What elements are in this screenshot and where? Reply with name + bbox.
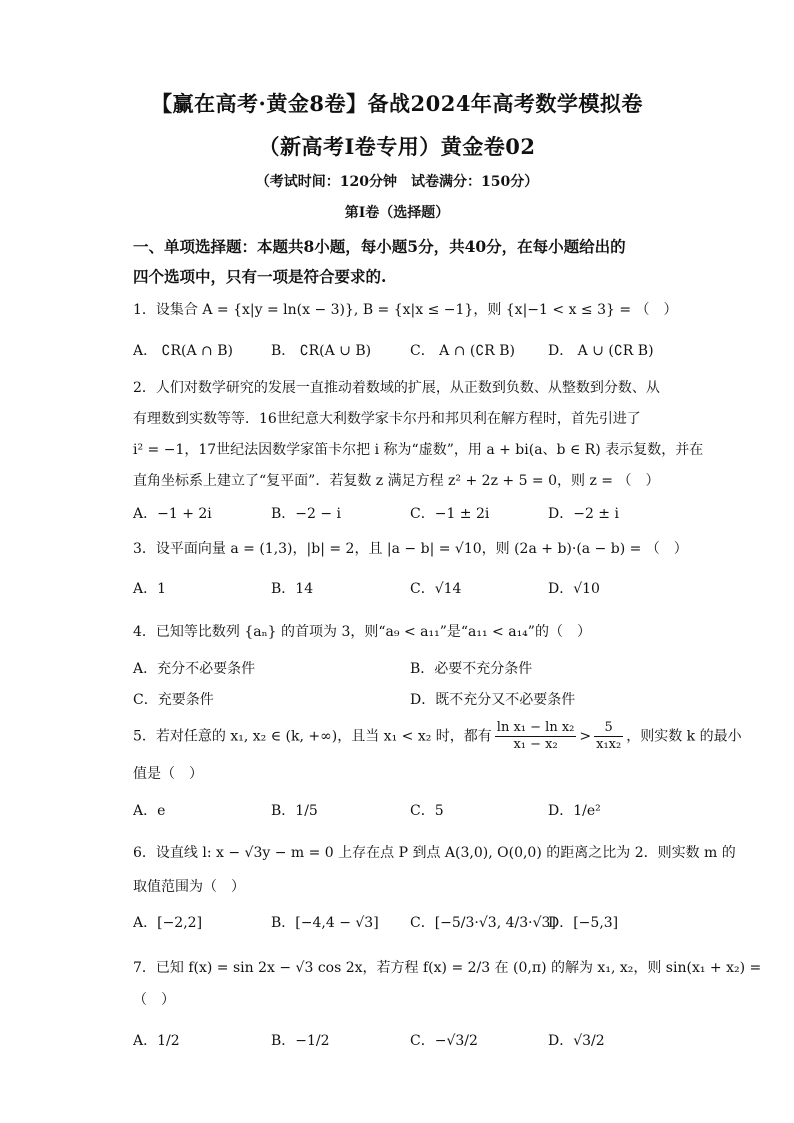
question-4-stem: 4．已知等比数列 {aₙ} 的首项为 3，则“a₉ < a₁₁”是“a₁₁ < a₁₄”的（ ） xyxy=(133,624,591,640)
q2-option-b[interactable]: B．−2 − i xyxy=(271,506,342,522)
q5-stem-pre: 5．若对任意的 x₁, x₂ ∈ (k, +∞)，且当 x₁ < x₂ 时，都有 xyxy=(133,728,492,745)
question-7-options xyxy=(133,1026,668,1056)
section-line-2: 四个选项中，只有一项是符合要求的. xyxy=(133,267,387,286)
q5-fraction-2 xyxy=(594,720,623,753)
q2-option-a[interactable]: A．−1 + 2i xyxy=(133,506,212,522)
question-4-options-row-2 xyxy=(133,685,668,715)
q3-option-c[interactable]: C．√14 xyxy=(410,581,462,597)
q6-option-d[interactable]: D．[−5,3] xyxy=(548,915,619,931)
q1-option-a[interactable]: A． ∁R(A ∩ B) xyxy=(133,343,233,359)
q3-option-d[interactable]: D．√10 xyxy=(548,581,600,597)
question-6-options xyxy=(133,908,668,938)
question-2-line-4: 直角坐标系上建立了“复平面”．若复数 z 满足方程 z² + 2z + 5 = 0，则 z = （ ） xyxy=(133,473,660,489)
q7-option-a[interactable]: A．1/2 xyxy=(133,1033,180,1049)
question-7-line-1: 7．已知 f(x) = sin 2x − √3 cos 2x，若方程 f(x) = 2/3 在 (0,π) 的解为 x₁, x₂，则 sin(x₁ + x₂) = xyxy=(133,960,762,976)
q1-option-c[interactable]: C． A ∩ (∁R B) xyxy=(410,343,516,359)
volume-heading: 第Ⅰ卷（选择题） xyxy=(344,205,450,221)
question-1-stem: 1．设集合 A = {x|y = ln(x − 3)}, B = {x|x ≤ −1}，则 {x|−1 < x ≤ 3} = （ ） xyxy=(133,302,678,318)
q5-fraction-2-numerator: 5 xyxy=(594,720,623,737)
question-3-stem: 3．设平面向量 a = (1,3)，|b| = 2，且 |a − b| = √10，则 (2a + b)·(a − b) = （ ） xyxy=(133,541,688,557)
q3-option-b[interactable]: B．14 xyxy=(271,581,314,597)
q1-option-d[interactable]: D． A ∪ (∁R B) xyxy=(548,343,654,359)
question-3-options xyxy=(133,574,668,604)
q4-option-a[interactable]: A．充分不必要条件 xyxy=(133,661,256,677)
q7-option-d[interactable]: D．√3/2 xyxy=(548,1033,605,1049)
page-subtitle: （新高考Ⅰ卷专用）黄金卷02 xyxy=(258,134,536,159)
q2-option-c[interactable]: C．−1 ± 2i xyxy=(410,506,490,522)
page-title: 【赢在高考·黄金8卷】备战2024年高考数学模拟卷 xyxy=(151,91,643,116)
q2-option-d[interactable]: D．−2 ± i xyxy=(548,506,619,522)
section-heading xyxy=(133,232,663,292)
q3-option-a[interactable]: A．1 xyxy=(133,581,167,597)
question-2-options xyxy=(133,499,668,529)
question-2-line-2: 有理数到实数等等．16世纪意大利数学家卡尔丹和邦贝利在解方程时，首先引进了 xyxy=(133,411,641,427)
question-2-line-3: i² = −1，17世纪法因数学家笛卡尔把 i 称为“虚数”，用 a + bi(a、b ∈ R) 表示复数，并在 xyxy=(133,442,704,458)
question-4-options-row-1 xyxy=(133,654,668,684)
q7-option-b[interactable]: B．−1/2 xyxy=(271,1033,330,1049)
q5-option-b[interactable]: B．1/5 xyxy=(271,803,318,819)
q6-option-b[interactable]: B．[−4,4 − √3] xyxy=(271,915,379,931)
q5-gt-sign: > xyxy=(579,728,592,745)
q4-option-b[interactable]: B．必要不充分条件 xyxy=(410,661,533,677)
question-5-options xyxy=(133,796,668,826)
question-6-line-2: 取值范围为（ ） xyxy=(133,879,245,895)
q6-option-c[interactable]: C．[−5/3·√3, 4/3·√3] xyxy=(410,915,556,931)
question-5-stem xyxy=(133,720,742,753)
q4-option-c[interactable]: C．充要条件 xyxy=(133,692,214,708)
q1-option-b[interactable]: B． ∁R(A ∪ B) xyxy=(271,343,372,359)
q5-fraction xyxy=(495,720,577,753)
question-2-line-1: 2．人们对数学研究的发展一直推动着数域的扩展，从正数到负数、从整数到分数、从 xyxy=(133,380,660,396)
q5-option-a[interactable]: A．e xyxy=(133,803,166,819)
question-5-line-2: 值是（ ） xyxy=(133,766,203,782)
q4-option-d[interactable]: D．既不充分又不必要条件 xyxy=(410,692,576,708)
q5-stem-post: ，则实数 k 的最小 xyxy=(626,728,742,745)
question-1-options xyxy=(133,336,668,366)
q5-fraction-numerator: ln x₁ − ln x₂ xyxy=(496,720,575,735)
q6-option-a[interactable]: A．[−2,2] xyxy=(133,915,203,931)
q5-fraction-2-denominator: x₁x₂ xyxy=(596,737,622,752)
section-line-1: 一、单项选择题：本题共8小题，每小题5分，共40分，在每小题给出的 xyxy=(133,237,626,256)
q7-option-c[interactable]: C．−√3/2 xyxy=(410,1033,478,1049)
q5-fraction-denominator: x₁ − x₂ xyxy=(513,737,558,752)
q5-option-c[interactable]: C．5 xyxy=(410,803,444,819)
question-7-line-2: （ ） xyxy=(133,992,175,1008)
exam-info: （考试时间：120分钟 试卷满分：150分） xyxy=(255,174,539,190)
question-6-line-1: 6．设直线 l: x − √3y − m = 0 上存在点 P 到点 A(3,0), O(0,0) 的距离之比为 2．则实数 m 的 xyxy=(133,845,736,861)
q5-option-d[interactable]: D．1/e² xyxy=(548,803,601,819)
